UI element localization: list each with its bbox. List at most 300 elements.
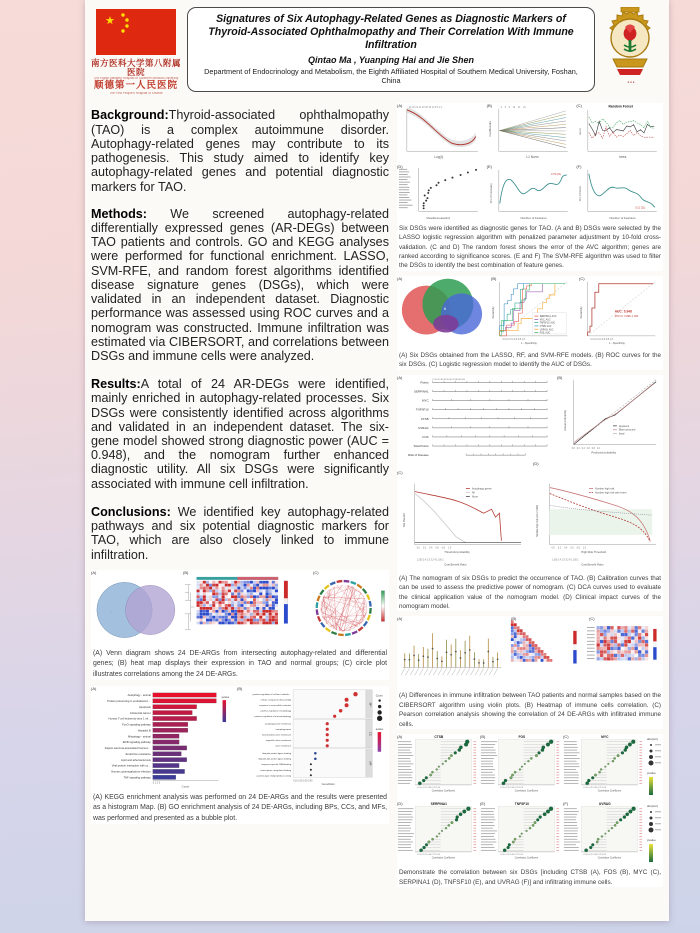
cor-x-label: Correlation Coefficient: [514, 789, 539, 793]
expression-cell: [203, 589, 206, 592]
svg-text:Coefficients: Coefficients: [487, 121, 492, 137]
row-label-mark: [587, 659, 595, 660]
emblem-subtext: ● ● ●: [627, 80, 635, 84]
corr-cell: [642, 637, 645, 640]
expression-cell: [199, 592, 202, 595]
expression-cell: [212, 592, 215, 595]
corr-cell: [607, 651, 610, 654]
expression-cell: [203, 618, 206, 621]
expression-cell: [206, 618, 209, 621]
corr-cell: [514, 648, 517, 651]
expression-cell: [272, 604, 275, 607]
circos-segment: [318, 596, 320, 601]
svg-text:All: All: [471, 491, 475, 495]
kegg-category-label: TNF signaling pathway: [123, 776, 151, 780]
violin-median: [478, 662, 480, 664]
corr-cell: [523, 654, 526, 657]
fig1-d-label: (D): [397, 163, 403, 169]
go-legend-dot: [377, 705, 380, 708]
go-bubble: [325, 739, 328, 742]
svg-text:Threshold probability: Threshold probability: [444, 550, 470, 554]
expression-cell: [247, 598, 250, 601]
hospital-name-cn-2: 顺德第一人民医院: [93, 79, 178, 91]
violin-x-label-mark: [438, 669, 442, 676]
section-background: [91, 108, 389, 193]
corr-cell: [631, 658, 634, 661]
expression-cell: [243, 613, 246, 616]
figure-dsg-correlations: [397, 734, 663, 887]
expression-cell: [259, 589, 262, 592]
expression-cell: [225, 581, 228, 584]
corr-cell: [621, 658, 624, 661]
cor-x-ticks: -0.50 -0.25 0.00 0.25 0.50: [500, 854, 524, 857]
roc-legend-label: CTSB, AUC: [539, 325, 552, 328]
violin-plot: [397, 616, 505, 688]
kegg-legend-bar: [223, 700, 226, 722]
expression-cell: [212, 621, 215, 624]
corr-cell: [621, 630, 624, 633]
corr-cell: [511, 636, 514, 639]
corr-cell: [520, 657, 523, 660]
circos-segment: [352, 631, 357, 633]
expression-cell: [221, 598, 224, 601]
corr-cell: [614, 651, 617, 654]
go-term-label: sequence-specific DNA binding: [260, 764, 291, 767]
expression-cell: [243, 618, 246, 621]
svg-text:Cost:Benefit Ratio: Cost:Benefit Ratio: [581, 563, 604, 567]
expression-cell: [215, 581, 218, 584]
expression-cell: [253, 618, 256, 621]
nomogram-row-label: UVRAG: [418, 425, 429, 430]
violin-median: [446, 652, 448, 654]
corr-cell: [621, 644, 624, 647]
expression-cell: [225, 604, 228, 607]
expression-cell: [215, 586, 218, 589]
corr-cell: [526, 651, 529, 654]
expression-cell: [203, 592, 206, 595]
expression-cell: [212, 589, 215, 592]
gene-label-mark: [399, 184, 408, 185]
svg-text:1:100 1:4 2:3 3:2: 1:100 1:4 2:3 3:2 4:1 100:1: [551, 559, 579, 562]
expression-cell: [215, 584, 218, 587]
corr-cell: [544, 659, 547, 662]
expression-cell: [272, 618, 275, 621]
violin-x-label-mark: [443, 669, 447, 676]
expression-cell: [275, 604, 278, 607]
expression-cell: [253, 621, 256, 624]
expression-cell: [199, 610, 202, 613]
corr-cell: [621, 627, 624, 630]
expression-cell: [221, 607, 224, 610]
expression-cell: [253, 616, 256, 619]
expression-cell: [275, 601, 278, 604]
corr-cell: [635, 658, 638, 661]
svg-text:Log(λ): Log(λ): [434, 155, 444, 160]
row-label-mark: [587, 655, 595, 656]
gene-importance-plot: [397, 164, 484, 221]
corr-cell: [517, 636, 520, 639]
violin-median: [418, 660, 420, 662]
violin-x-label-mark: [480, 669, 484, 676]
expression-cell: [269, 595, 272, 598]
cor-x-ticks: -0.50 -0.25 0.00 0.25 0.50: [583, 854, 607, 857]
expression-cell: [240, 592, 243, 595]
expression-cell: [203, 584, 206, 587]
roc-six-genes-panel: [490, 276, 575, 346]
svg-text:MeanDecreaseGini: MeanDecreaseGini: [426, 216, 451, 220]
corr-cell: [631, 627, 634, 630]
expression-cell: [218, 604, 221, 607]
corr-cell: [535, 654, 538, 657]
kegg-bar: [153, 704, 197, 708]
random-forest-error-plot: [576, 103, 663, 160]
expression-cell: [225, 598, 228, 601]
expression-cell: [209, 613, 212, 616]
expression-cell: [256, 584, 259, 587]
expression-cell: [212, 618, 215, 621]
corr-cell: [638, 651, 641, 654]
corr-cell: [600, 630, 603, 633]
violin-median: [487, 651, 489, 653]
corr-cell: [517, 659, 520, 662]
corr-cell: [538, 657, 541, 660]
go-facet-label: CC: [367, 731, 372, 737]
corr-cell: [607, 640, 610, 643]
circos-segment: [370, 601, 371, 607]
corr-cell: [617, 633, 620, 636]
expression-cell: [206, 621, 209, 624]
kegg-category-label: Apoptosis: [138, 705, 151, 709]
corr-cell: [617, 630, 620, 633]
expression-cell: [247, 607, 250, 610]
expression-cell: [256, 601, 259, 604]
kegg-bar: [153, 752, 182, 756]
kegg-category-label: ErbB signaling pathway: [122, 741, 151, 745]
expression-cell: [215, 610, 218, 613]
circos-chord: [333, 586, 353, 587]
section-results-text: A total of 24 AR-DEGs were identified, mainly enriched in autophagy-related processes. Six DSGs were consistently identified across algorithms and validated in an independent dataset. The six-gene model showed strong diagnostic power (AUC = 0.948), and the nomogram further enhanced diagnostic utility. All six DSGs were significantly associated with immune cell infiltration.: [91, 377, 389, 491]
dsg-correlation-panel: [397, 734, 477, 798]
corr-cell: [624, 644, 627, 647]
go-facet-label: MF: [367, 761, 372, 766]
coefficient-path: [499, 131, 565, 138]
right-column: [397, 99, 663, 892]
expression-cell: [272, 581, 275, 584]
corr-cell: [517, 651, 520, 654]
gene-label-mark: [399, 176, 411, 177]
corr-cell: [514, 659, 517, 662]
expression-cell: [218, 592, 221, 595]
nomogram-row-label: TNFSF10: [415, 407, 429, 412]
corr-cell: [604, 651, 607, 654]
corr-cell: [517, 627, 520, 630]
circos-segment: [344, 581, 350, 582]
expression-cell: [221, 586, 224, 589]
corr-cell: [631, 651, 634, 654]
go-term-label: response to extracellular stimulus: [258, 705, 291, 708]
expression-cell: [250, 610, 253, 613]
expression-cell: [256, 618, 259, 621]
expression-cell: [209, 616, 212, 619]
go-term-label: ubiquitin protein ligase binding: [261, 753, 291, 756]
corr-cell: [517, 630, 520, 633]
corr-cell: [614, 640, 617, 643]
go-legend-bar: [377, 732, 380, 752]
hospital-name-cn-1: 南方医科大学第八附属医院: [91, 58, 182, 77]
corr-cell: [642, 640, 645, 643]
expression-cell: [256, 604, 259, 607]
corr-cell: [520, 639, 523, 642]
coefficient-path: [499, 131, 565, 141]
abs-cor-legend-title: abs(cor): [647, 804, 659, 809]
expression-cell: [199, 621, 202, 624]
pearson-correlation-heatmap: [586, 616, 663, 688]
expression-cell: [228, 616, 231, 619]
svg-text:6: 6: [443, 305, 447, 311]
gene-label-mark: [399, 199, 411, 200]
corr-cell: [624, 654, 627, 657]
expression-cell: [265, 598, 268, 601]
corr-cell: [631, 640, 634, 643]
fig5-panel-b-label: (B): [183, 569, 189, 575]
corr-cell: [538, 654, 541, 657]
section-conclusions: [91, 505, 389, 562]
corr-cell: [597, 630, 600, 633]
corr-cell: [517, 657, 520, 660]
expression-cell: [199, 601, 202, 604]
expression-cell: [228, 586, 231, 589]
corr-cell: [614, 658, 617, 661]
svg-text:0.0 0.2 0.4 0.6 0.8: 0.0 0.2 0.4 0.6 0.8 1.0: [590, 339, 613, 342]
university-emblem: [601, 7, 661, 84]
expression-cell: [237, 621, 240, 624]
expression-cell: [231, 598, 234, 601]
corr-cell: [600, 633, 603, 636]
kegg-category-label: Hepatitis B: [137, 729, 151, 733]
expression-cell: [209, 601, 212, 604]
corr-cell: [523, 642, 526, 645]
row-label-mark: [587, 628, 595, 629]
corr-cell: [638, 654, 641, 657]
violin-x-label-mark: [484, 669, 488, 676]
expression-cell: [234, 616, 237, 619]
expression-cell: [196, 607, 199, 610]
corr-cell: [617, 644, 620, 647]
corr-cell: [514, 642, 517, 645]
gene-label-mark: [399, 204, 413, 205]
expression-cell: [237, 618, 240, 621]
corr-cell: [635, 630, 638, 633]
expression-cell: [215, 601, 218, 604]
expression-cell: [212, 616, 215, 619]
svg-text:0.0 0.2 0.4 0.6 0.8: 0.0 0.2 0.4 0.6 0.8 1.0: [571, 447, 600, 450]
corr-cell: [514, 624, 517, 627]
expression-cell: [256, 607, 259, 610]
kegg-category-label: Autophagy - animal: [127, 694, 151, 698]
importance-dot: [424, 194, 426, 196]
nomogram-points-scale: 0 10 20 30 40 50 60 70 80 90 100: [432, 378, 465, 381]
go-facet-panel: [293, 749, 366, 778]
expression-heatmap: [181, 570, 307, 646]
kegg-bar: [153, 734, 179, 738]
svg-text:Bias-corrected: Bias-corrected: [618, 428, 636, 432]
svm-rfe-error-plot: [576, 164, 663, 221]
fig1-caption: Six DSGs were identified as diagnostic genes for TAO. (A and B) DSGs were selected by the LASSO logistic regression algorithm with penalized parameter adjustment by 10-fold cross-validation. (C and D) The random forest shows the error of the AVC algorithm; genes are ranked according to significance scores. (E and F) The SVM-RFE algorithm was used to filter the DSGs to identify the best combination of feature genes.: [399, 224, 661, 270]
svg-text:AUC: 0.948: AUC: 0.948: [614, 309, 632, 314]
expression-cell: [225, 584, 228, 587]
violin-median: [455, 651, 457, 653]
pvalue-legend-title: pvalue: [647, 771, 656, 776]
corr-cell: [520, 659, 523, 662]
hospital-logo: [91, 7, 181, 95]
expression-cell: [234, 584, 237, 587]
violin-median: [436, 658, 438, 660]
expression-cell: [269, 598, 272, 601]
row-label-mark: [587, 652, 595, 653]
violin-x-label-mark: [447, 669, 451, 676]
go-bubble: [333, 715, 336, 718]
expression-cell: [265, 616, 268, 619]
corr-cell: [535, 645, 538, 648]
row-label-mark: [587, 648, 595, 649]
corr-cell: [532, 642, 535, 645]
svg-text:1 - Specificity: 1 - Specificity: [608, 341, 625, 345]
expression-cell: [206, 613, 209, 616]
expression-cell: [243, 607, 246, 610]
svg-text:10 x CV Error: 10 x CV Error: [579, 185, 583, 201]
violin-median: [497, 659, 499, 661]
expression-cell: [203, 586, 206, 589]
corr-cell: [635, 633, 638, 636]
violin-median: [483, 663, 485, 665]
expression-cell: [269, 581, 272, 584]
expression-cell: [272, 607, 275, 610]
immune-correlation-heatmap: [508, 616, 583, 688]
expression-cell: [234, 601, 237, 604]
expression-cell: [231, 618, 234, 621]
expression-cell: [196, 604, 199, 607]
expression-cell: [212, 610, 215, 613]
svg-text:Cost:Benefit Ratio: Cost:Benefit Ratio: [444, 563, 467, 567]
expression-cell: [218, 586, 221, 589]
fig5-panel-a-label: (A): [91, 569, 97, 575]
expression-cell: [225, 589, 228, 592]
go-bubble: [325, 728, 328, 731]
expression-cell: [240, 618, 243, 621]
violin-x-label-mark: [406, 669, 410, 676]
corr-cell: [541, 657, 544, 660]
gene-label-mark: [399, 197, 409, 198]
expression-cell: [250, 595, 253, 598]
corr-cell: [532, 645, 535, 648]
circos-segment: [337, 581, 343, 582]
violin-median: [413, 655, 415, 657]
expression-cell: [215, 618, 218, 621]
go-bubble: [353, 692, 357, 696]
svg-text:Actual probability: Actual probability: [563, 409, 567, 431]
svg-text:Number high risk (out of 1000): Number high risk (out of 1000): [535, 504, 539, 537]
expression-cell: [240, 604, 243, 607]
expression-cell: [234, 607, 237, 610]
expression-cell: [237, 610, 240, 613]
fig7-panel-letter: (D): [397, 801, 403, 807]
kegg-bar: [153, 757, 187, 761]
gene-label-mark: [399, 189, 409, 190]
expression-cell: [250, 621, 253, 624]
expression-cell: [265, 610, 268, 613]
roc-legend-label: MYC, AUC: [539, 319, 551, 322]
corr-cell: [645, 633, 648, 636]
corr-cell: [617, 647, 620, 650]
violin-median: [469, 650, 471, 652]
expression-cell: [250, 604, 253, 607]
fig7-caption: Demonstrate the correlation between six DSGs [including CTSB (A), FOS (B), MYC (C), SERPINA1 (D), TNFSF10 (E), and UVRAG (F)] and infiltrating immune cells.: [399, 869, 661, 886]
expression-cell: [243, 598, 246, 601]
fig1-c-label: (C): [576, 103, 582, 109]
expression-cell: [275, 618, 278, 621]
go-term-label: mitochondrial outer membrane: [261, 734, 291, 737]
corr-cell: [624, 627, 627, 630]
expression-cell: [243, 610, 246, 613]
expression-cell: [228, 598, 231, 601]
expression-cell: [265, 601, 268, 604]
kegg-category-label: Protein processing in endoplasmic…: [107, 699, 151, 703]
corr-cell: [511, 659, 514, 662]
section-methods: [91, 207, 389, 363]
expression-cell: [206, 586, 209, 589]
row-label-mark: [587, 634, 595, 635]
expression-cell: [221, 621, 224, 624]
expression-cell: [212, 604, 215, 607]
corr-cell: [529, 654, 532, 657]
go-bubble: [338, 709, 342, 713]
expression-cell: [209, 598, 212, 601]
fig7-legend: [646, 734, 668, 798]
expression-cell: [209, 621, 212, 624]
gene-label-mark: [399, 181, 410, 182]
kegg-category-label: Viral protein interaction with cy…: [111, 764, 151, 768]
expression-cell: [203, 616, 206, 619]
poster-content: [85, 97, 669, 892]
corr-cell: [526, 654, 529, 657]
expression-cell: [262, 598, 265, 601]
dsg-correlation-panel: [480, 734, 560, 798]
fig3-a-label: (A): [397, 374, 403, 380]
expression-cell: [262, 618, 265, 621]
dsg-gene-title: TNFSF10: [514, 802, 529, 807]
corr-cell: [642, 630, 645, 633]
corr-cell: [511, 657, 514, 660]
expression-cell: [234, 610, 237, 613]
kegg-bar: [153, 775, 176, 779]
corr-cell: [511, 654, 514, 657]
expression-cell: [265, 621, 268, 624]
corr-cell: [520, 630, 523, 633]
expression-cell: [196, 592, 199, 595]
fig4-caption: (A) Differences in immune infiltration between TAO patients and normal samples based on the CIBERSORT algorithm using violin plots. (B) Heatmap of immune cells correlation. (C) Pearson correlation analysis showing the correlation of 24 DE-ARGs with infiltrated immune cells.: [399, 692, 661, 728]
expression-cell: [250, 598, 253, 601]
corr-cell: [523, 651, 526, 654]
corr-cell: [532, 654, 535, 657]
expression-cell: [259, 601, 262, 604]
expression-cell: [275, 607, 278, 610]
corr-cell: [611, 630, 614, 633]
corr-cell: [514, 633, 517, 636]
roc-curves-plot: [490, 276, 575, 346]
expression-cell: [269, 601, 272, 604]
roc-legend-label: UVRAG, AUC: [539, 329, 554, 332]
expression-cell: [218, 607, 221, 610]
